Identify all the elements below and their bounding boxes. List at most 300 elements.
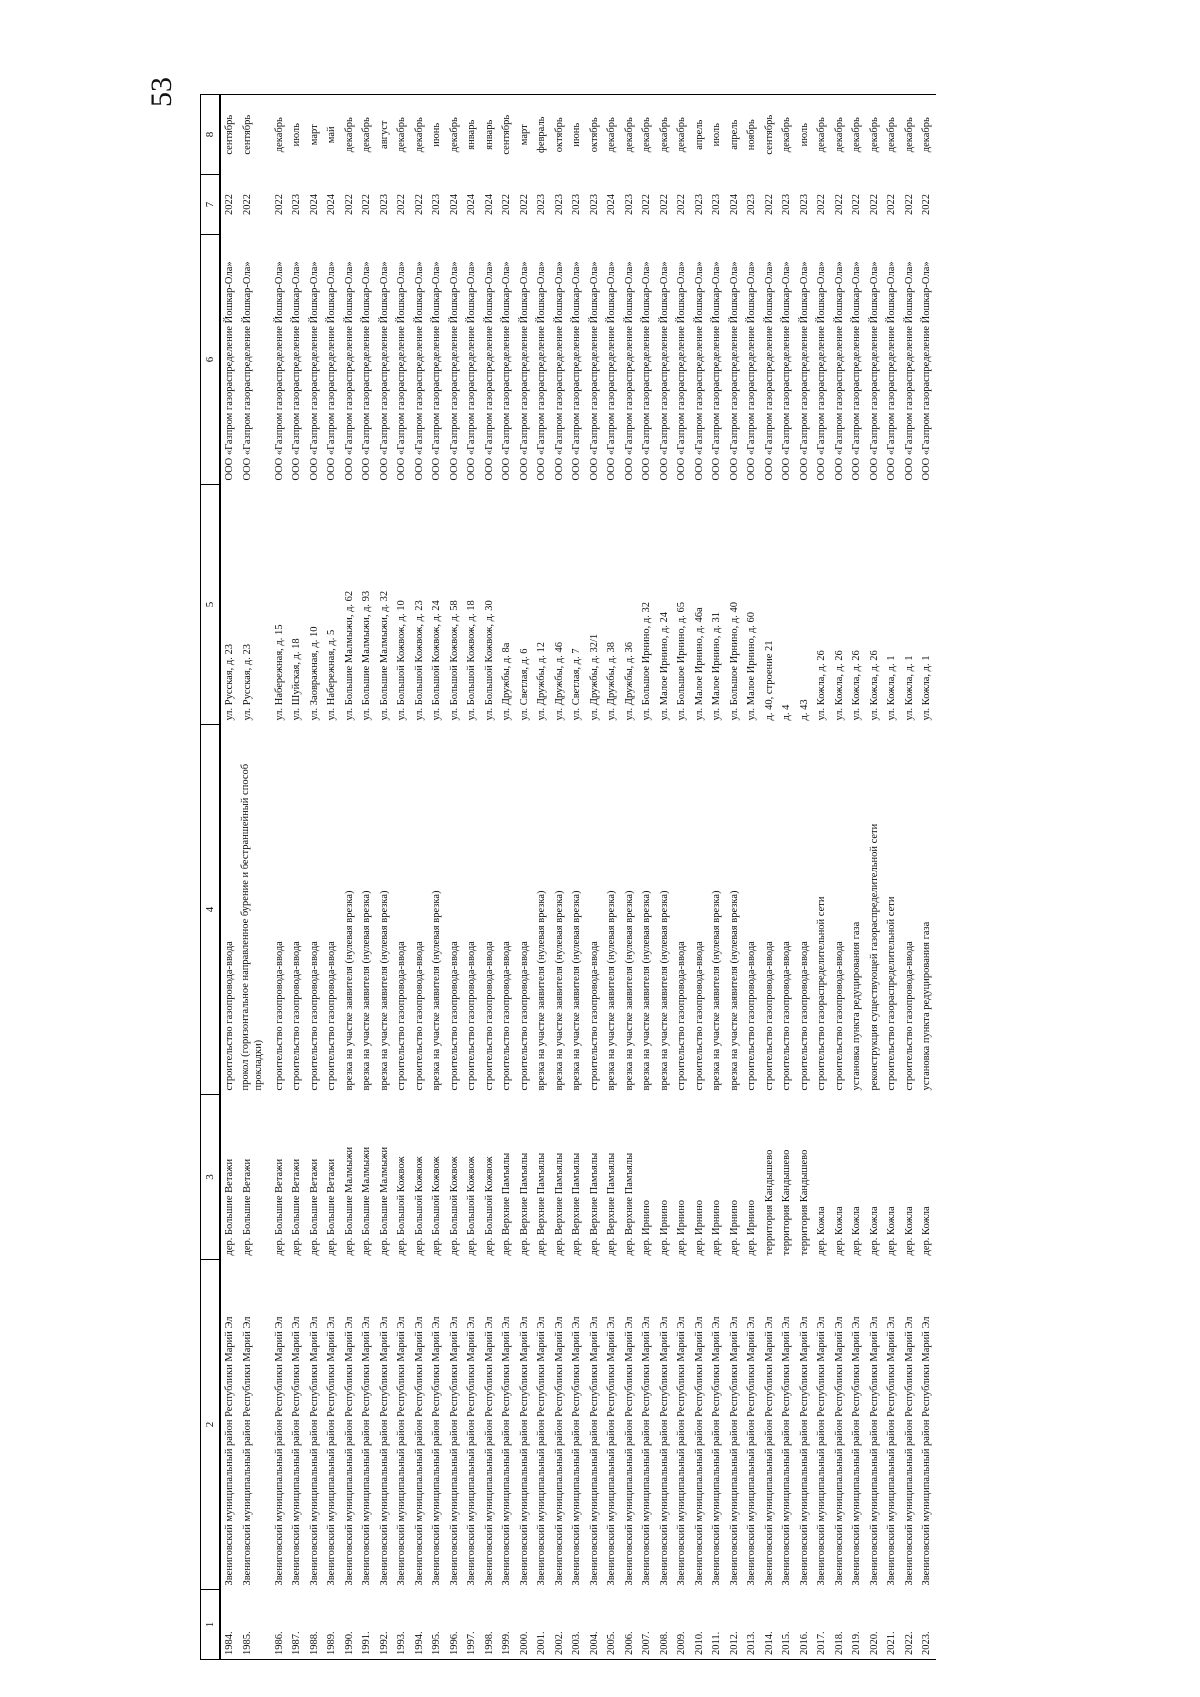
cell-row-number: 2005. (606, 1631, 617, 1655)
cell-year: 2023 (291, 194, 302, 215)
cell-organization: ООО «Газпром газораспределение Йошкар-Ола» (921, 261, 932, 481)
cell-row-number: 2013. (746, 1631, 757, 1655)
cell-month: декабрь (343, 117, 355, 153)
cell-organization: ООО «Газпром газораспределение Йошкар-Ола» (273, 261, 285, 481)
cell-row-number: 1991. (361, 1631, 372, 1655)
cell-work-type: врезка на участке заявителя (нулевая врезка) (343, 890, 355, 1091)
cell-address: ул. Кожла, д. 26 (851, 650, 862, 721)
cell-year: 2022 (343, 194, 355, 215)
header-col-1: 1 (201, 1590, 221, 1660)
table-row (551, 95, 569, 1660)
cell-organization: ООО «Газпром газораспределение Йошкар-Ола» (623, 261, 635, 481)
cell-address: ул. Дружбы, д. 46 (553, 641, 565, 721)
cell-year: 2024 (448, 194, 460, 215)
cell-district: Звениговский муниципальный район Республики Марий Эл (273, 1316, 285, 1586)
cell-row-number: 1989. (326, 1631, 337, 1655)
cell-work-type: строительство газопровода-ввода (833, 941, 845, 1091)
cell-work-type: врезка на участке заявителя (нулевая врезка) (658, 890, 670, 1091)
cell-address: ул. Дружбы, д. 8а (501, 642, 512, 721)
cell-address: ул. Светлая, д. 7 (571, 648, 582, 721)
header-col-4: 4 (201, 725, 221, 1095)
cell-organization: ООО «Газпром газораспределение Йошкар-Ола» (658, 261, 670, 481)
cell-work-type: строительство газопровода-ввода (483, 941, 495, 1091)
cell-address: ул. Большие Малмыжи, д. 93 (361, 590, 372, 721)
cell-month: март (518, 124, 530, 146)
cell-settlement: дер. Большой Кожвож (431, 1156, 442, 1256)
cell-settlement: дер. Большие Малмыжи (361, 1146, 372, 1256)
cell-address: ул. Большое Ирнино, д. 40 (728, 602, 740, 721)
cell-work-type: строительство газопровода-ввода (763, 941, 775, 1091)
table-row (813, 95, 831, 1660)
cell-district: Звениговский муниципальный район Республики Марий Эл (623, 1316, 635, 1586)
cell-address: ул. Русская, д. 23 (224, 644, 235, 721)
cell-row-number: 2002. (553, 1631, 565, 1655)
cell-year: 2024 (728, 194, 740, 215)
cell-work-type: врезка на участке заявителя (нулевая врезка) (606, 890, 617, 1091)
cell-work-type: строительство газопровода-ввода (224, 941, 235, 1091)
cell-organization: ООО «Газпром газораспределение Йошкар-Ола» (343, 261, 355, 481)
cell-settlement: дер. Большие Малмыжи (378, 1146, 390, 1256)
cell-year: 2022 (868, 194, 880, 215)
cell-row-number: 2008. (658, 1631, 670, 1655)
cell-work-type: строительство газопровода-ввода (501, 941, 512, 1091)
header-col-8: 8 (201, 95, 221, 175)
cell-district: Звениговский муниципальный район Республики Марий Эл (728, 1316, 740, 1586)
cell-address: ул. Шуйская, д. 18 (291, 638, 302, 721)
cell-settlement: дер. Верхние Памъялы (623, 1152, 635, 1256)
cell-address: ул. Большое Ирнино, д. 65 (676, 602, 687, 721)
cell-address: ул. Кожла, д. 1 (886, 655, 897, 721)
table-row (708, 95, 726, 1660)
cell-year: 2022 (413, 194, 425, 215)
cell-year: 2024 (606, 194, 617, 215)
cell-settlement: дер. Большие Ветажи (291, 1158, 302, 1256)
cell-year: 2024 (308, 194, 320, 215)
cell-row-number: 1988. (308, 1631, 320, 1655)
cell-month: декабрь (273, 117, 285, 153)
cell-settlement: дер. Большой Кожвож (413, 1156, 425, 1256)
cell-address: ул. Дружбы, д. 36 (623, 641, 635, 721)
cell-organization: ООО «Газпром газораспределение Йошкар-Ола» (816, 261, 827, 481)
cell-district: Звениговский муниципальный район Республики Марий Эл (886, 1316, 897, 1586)
cell-organization: ООО «Газпром газораспределение Йошкар-Ола» (728, 261, 740, 481)
cell-row-number: 2009. (676, 1631, 687, 1655)
cell-work-type: строительство газораспределительной сети (816, 896, 827, 1091)
cell-month: декабрь (606, 117, 617, 153)
cell-district: Звениговский муниципальный район Республики Марий Эл (868, 1316, 880, 1586)
cell-work-type: строительство газопровода-ввода (273, 941, 285, 1091)
cell-work-type: врезка на участке заявителя (нулевая врезка) (431, 890, 442, 1091)
cell-settlement: дер. Большой Кожвож (466, 1156, 477, 1256)
cell-month: апрель (693, 119, 705, 150)
cell-row-number: 2010. (693, 1631, 705, 1655)
cell-month: февраль (536, 116, 547, 153)
cell-work-type: строительство газопровода-ввода (448, 941, 460, 1091)
cell-row-number: 2021. (886, 1631, 897, 1655)
cell-year: 2023 (431, 194, 442, 215)
cell-month: июль (798, 123, 810, 147)
cell-district: Звениговский муниципальный район Республики Марий Эл (326, 1316, 337, 1586)
cell-row-number: 2019. (851, 1631, 862, 1655)
cell-district: Звениговский муниципальный район Республики Марий Эл (361, 1316, 372, 1586)
cell-settlement: дер. Ирнино (746, 1200, 757, 1256)
cell-year: 2022 (658, 194, 670, 215)
cell-row-number: 2020. (868, 1631, 880, 1655)
cell-row-number: 2015. (781, 1631, 792, 1655)
cell-row-number: 2001. (536, 1631, 547, 1655)
cell-district: Звениговский муниципальный район Республики Марий Эл (763, 1316, 775, 1586)
cell-year: 2022 (241, 194, 253, 215)
cell-work-type: строительство газопровода-ввода (798, 941, 810, 1091)
table-row (778, 95, 796, 1660)
table-row (656, 95, 674, 1660)
cell-organization: ООО «Газпром газораспределение Йошкар-Ола» (326, 261, 337, 481)
cell-work-type: строительство газопровода-ввода (746, 941, 757, 1091)
cell-organization: ООО «Газпром газораспределение Йошкар-Ола» (868, 261, 880, 481)
cell-month: декабрь (396, 117, 407, 153)
cell-settlement: дер. Большой Кожвож (483, 1156, 495, 1256)
header-col-3: 3 (201, 1095, 221, 1260)
page-number: 53 (145, 77, 178, 107)
cell-month: декабрь (641, 117, 652, 153)
cell-district: Звениговский муниципальный район Республики Марий Эл (711, 1316, 722, 1586)
cell-row-number: 2017. (816, 1631, 827, 1655)
cell-month: декабрь (781, 117, 792, 153)
header-col-7: 7 (201, 175, 221, 235)
cell-organization: ООО «Газпром газораспределение Йошкар-Ола» (361, 261, 372, 481)
table-row (481, 95, 499, 1660)
cell-address: ул. Дружбы, д. 38 (606, 641, 617, 721)
cell-month: декабрь (833, 117, 845, 153)
cell-settlement: дер. Кожла (868, 1206, 880, 1256)
cell-row-number: 1990. (343, 1631, 355, 1655)
cell-month: январь (483, 119, 495, 150)
cell-year: 2022 (273, 194, 285, 215)
cell-year: 2023 (798, 194, 810, 215)
cell-settlement: дер. Ирнино (728, 1200, 740, 1256)
header-col-5: 5 (201, 485, 221, 725)
cell-row-number: 2007. (641, 1631, 652, 1655)
table-row (831, 95, 849, 1660)
table-row (393, 95, 411, 1660)
cell-district: Звениговский муниципальный район Республики Марий Эл (588, 1316, 600, 1586)
table-row (796, 95, 814, 1660)
cell-work-type: врезка на участке заявителя (нулевая врезка) (378, 890, 390, 1091)
cell-settlement: дер. Ирнино (676, 1200, 687, 1256)
table-row (288, 95, 306, 1660)
cell-work-type: строительство газораспределительной сети (886, 896, 897, 1091)
cell-year: 2022 (851, 194, 862, 215)
cell-address: ул. Большой Кожвож, д. 30 (483, 600, 495, 721)
cell-year: 2023 (711, 194, 722, 215)
cell-row-number: 2023. (921, 1631, 932, 1655)
cell-address: ул. Большой Кожвож, д. 10 (396, 600, 407, 721)
cell-address: ул. Малое Ирнино, д. 60 (746, 611, 757, 721)
cell-organization: ООО «Газпром газораспределение Йошкар-Ола» (291, 261, 302, 481)
table-row (673, 95, 691, 1660)
cell-settlement: дер. Кожла (886, 1206, 897, 1256)
cell-work-type: строительство газопровода-ввода (413, 941, 425, 1091)
cell-organization: ООО «Газпром газораспределение Йошкар-Ола» (746, 261, 757, 481)
cell-year: 2022 (396, 194, 407, 215)
cell-row-number: 2012. (728, 1631, 740, 1655)
cell-district: Звениговский муниципальный район Республики Марий Эл (396, 1316, 407, 1586)
header-col-6: 6 (201, 235, 221, 485)
cell-address: ул. Светлая, д. 6 (518, 648, 530, 721)
cell-month: декабрь (816, 117, 827, 153)
cell-settlement: дер. Кожла (903, 1206, 915, 1256)
cell-settlement: дер. Большие Ветажи (273, 1158, 285, 1256)
cell-organization: ООО «Газпром газораспределение Йошкар-Ола» (903, 261, 915, 481)
cell-district: Звениговский муниципальный район Республики Марий Эл (448, 1316, 460, 1586)
cell-month: сентябрь (241, 114, 253, 155)
cell-address: ул. Кожла, д. 26 (868, 650, 880, 721)
cell-work-type: строительство газопровода-ввода (518, 941, 530, 1091)
cell-district: Звениговский муниципальный район Республики Марий Эл (553, 1316, 565, 1586)
cell-row-number: 2011. (711, 1631, 722, 1655)
cell-month: август (378, 120, 390, 149)
cell-row-number: 2006. (623, 1631, 635, 1655)
cell-district: Звениговский муниципальный район Республики Марий Эл (241, 1316, 253, 1586)
cell-year: 2023 (536, 194, 547, 215)
cell-year: 2022 (676, 194, 687, 215)
cell-year: 2022 (518, 194, 530, 215)
cell-work-type: прокол (горизонтальное направленное бурение и бестраншейный способ прокладки) (239, 763, 264, 1091)
cell-month: декабрь (413, 117, 425, 153)
cell-district: Звениговский муниципальный район Республики Марий Эл (693, 1316, 705, 1586)
cell-address: ул. Большие Малмыжи, д. 32 (378, 590, 390, 721)
cell-organization: ООО «Газпром газораспределение Йошкар-Ола» (833, 261, 845, 481)
table-row (603, 95, 621, 1660)
cell-organization: ООО «Газпром газораспределение Йошкар-Ола» (224, 261, 235, 481)
cell-work-type: строительство газопровода-ввода (326, 941, 337, 1091)
cell-row-number: 1999. (501, 1631, 512, 1655)
cell-settlement: дер. Большие Ветажи (308, 1158, 320, 1256)
cell-settlement: территория Кандышево (798, 1149, 810, 1256)
cell-month: декабрь (921, 117, 932, 153)
cell-district: Звениговский муниципальный район Республики Марий Эл (536, 1316, 547, 1586)
cell-row-number: 2016. (798, 1631, 810, 1655)
cell-settlement: дер. Большие Ветажи (241, 1158, 253, 1256)
cell-address: ул. Малое Ирнино, д. 24 (658, 611, 670, 721)
cell-settlement: территория Кандышево (763, 1149, 775, 1256)
cell-row-number: 2022. (903, 1631, 915, 1655)
cell-address: д. 4 (781, 704, 792, 721)
cell-month: декабрь (623, 117, 635, 153)
cell-settlement: дер. Ирнино (641, 1200, 652, 1256)
cell-month: декабрь (868, 117, 880, 153)
cell-year: 2022 (501, 194, 512, 215)
cell-year: 2022 (833, 194, 845, 215)
table-row (341, 95, 359, 1660)
cell-settlement: дер. Кожла (921, 1206, 932, 1256)
cell-month: сентябрь (763, 114, 775, 155)
cell-year: 2023 (378, 194, 390, 215)
cell-address: ул. Большое Ирнино, д. 32 (641, 602, 652, 721)
table-row (306, 95, 324, 1660)
cell-work-type: врезка на участке заявителя (нулевая врезка) (571, 890, 582, 1091)
cell-year: 2022 (763, 194, 775, 215)
cell-address: ул. Малое Ирнино, д. 46а (693, 607, 705, 721)
table-row (463, 95, 481, 1660)
cell-settlement: дер. Кожла (851, 1206, 862, 1256)
cell-settlement: дер. Ирнино (658, 1200, 670, 1256)
cell-organization: ООО «Газпром газораспределение Йошкар-Ола» (241, 261, 253, 481)
table-body (220, 95, 936, 1660)
cell-work-type: врезка на участке заявителя (нулевая врезка) (536, 890, 547, 1091)
cell-district: Звениговский муниципальный район Республики Марий Эл (676, 1316, 687, 1586)
cell-address: ул. Большой Кожвож, д. 58 (448, 600, 460, 721)
cell-year: 2022 (361, 194, 372, 215)
cell-row-number: 1994. (413, 1631, 425, 1655)
cell-row-number: 2014. (763, 1631, 775, 1655)
cell-district: Звениговский муниципальный район Республики Марий Эл (798, 1316, 810, 1586)
cell-year: 2023 (781, 194, 792, 215)
table-row (446, 95, 464, 1660)
cell-year: 2022 (903, 194, 915, 215)
cell-work-type: врезка на участке заявителя (нулевая врезка) (728, 890, 740, 1091)
cell-district: Звениговский муниципальный район Республики Марий Эл (483, 1316, 495, 1586)
table-row (428, 95, 446, 1660)
cell-year: 2023 (693, 194, 705, 215)
cell-settlement: дер. Ирнино (711, 1200, 722, 1256)
cell-organization: ООО «Газпром газораспределение Йошкар-Ола» (378, 261, 390, 481)
cell-address: ул. Дружбы, д. 32/1 (588, 633, 600, 721)
cell-address: ул. Кожла, д. 26 (833, 650, 845, 721)
cell-row-number: 2004. (588, 1631, 600, 1655)
table-row (411, 95, 429, 1660)
cell-work-type: врезка на участке заявителя (нулевая врезка) (361, 890, 372, 1091)
cell-year: 2022 (224, 194, 235, 215)
cell-address: ул. Большой Кожвож, д. 24 (431, 600, 442, 721)
cell-address: ул. Кожла, д. 1 (921, 655, 932, 721)
cell-organization: ООО «Газпром газораспределение Йошкар-Ола» (798, 261, 810, 481)
cell-month: июнь (571, 122, 582, 147)
cell-organization: ООО «Газпром газораспределение Йошкар-Ола» (501, 261, 512, 481)
cell-month: декабрь (676, 117, 687, 153)
table-row (743, 95, 761, 1660)
cell-year: 2023 (588, 194, 600, 215)
cell-month: июль (711, 123, 722, 147)
cell-work-type: врезка на участке заявителя (нулевая врезка) (641, 890, 652, 1091)
cell-organization: ООО «Газпром газораспределение Йошкар-Ола» (536, 261, 547, 481)
cell-organization: ООО «Газпром газораспределение Йошкар-Ола» (518, 261, 530, 481)
cell-settlement: дер. Верхние Памъялы (571, 1152, 582, 1256)
cell-settlement: дер. Верхние Памъялы (518, 1152, 530, 1256)
cell-row-number: 2003. (571, 1631, 582, 1655)
cell-work-type: реконструкция существующей газораспределительной сети (868, 823, 880, 1091)
cell-district: Звениговский муниципальный район Республики Марий Эл (851, 1316, 862, 1586)
cell-address: ул. Большой Кожвож, д. 18 (466, 600, 477, 721)
table-row (516, 95, 534, 1660)
cell-settlement: дер. Большой Кожвож (448, 1156, 460, 1256)
cell-organization: ООО «Газпром газораспределение Йошкар-Ола» (781, 261, 792, 481)
cell-organization: ООО «Газпром газораспределение Йошкар-Ола» (431, 261, 442, 481)
cell-district: Звениговский муниципальный район Республики Марий Эл (431, 1316, 442, 1586)
cell-district: Звениговский муниципальный район Республики Марий Эл (781, 1316, 792, 1586)
cell-work-type: строительство газопровода-ввода (903, 941, 915, 1091)
cell-month: июнь (431, 122, 442, 147)
cell-row-number: 1992. (378, 1631, 390, 1655)
cell-district: Звениговский муниципальный район Республики Марий Эл (903, 1316, 915, 1586)
cell-district: Звениговский муниципальный район Республики Марий Эл (746, 1316, 757, 1586)
cell-row-number: 1993. (396, 1631, 407, 1655)
table-row (498, 95, 516, 1660)
table-row (691, 95, 709, 1660)
cell-settlement: дер. Кожла (833, 1206, 845, 1256)
table-row (848, 95, 866, 1660)
cell-year: 2023 (553, 194, 565, 215)
cell-month: декабрь (903, 117, 915, 153)
cell-settlement: дер. Ирнино (693, 1200, 705, 1256)
cell-district: Звениговский муниципальный район Республики Марий Эл (816, 1316, 827, 1586)
cell-district: Звениговский муниципальный район Республики Марий Эл (378, 1316, 390, 1586)
cell-row-number: 1997. (466, 1631, 477, 1655)
cell-year: 2024 (326, 194, 337, 215)
cell-organization: ООО «Газпром газораспределение Йошкар-Ола» (763, 261, 775, 481)
cell-year: 2023 (623, 194, 635, 215)
cell-settlement: дер. Верхние Памъялы (588, 1152, 600, 1256)
cell-work-type: врезка на участке заявителя (нулевая врезка) (553, 890, 565, 1091)
cell-row-number: 1995. (431, 1631, 442, 1655)
cell-organization: ООО «Газпром газораспределение Йошкар-Ола» (693, 261, 705, 481)
gasification-schedule-table (200, 94, 936, 1660)
cell-district: Звениговский муниципальный район Республики Марий Эл (833, 1316, 845, 1586)
cell-address: ул. Кожла, д. 26 (816, 650, 827, 721)
table-row (883, 95, 901, 1660)
cell-district: Звениговский муниципальный район Республики Марий Эл (224, 1316, 235, 1586)
cell-settlement: дер. Большие Ветажи (326, 1158, 337, 1256)
cell-organization: ООО «Газпром газораспределение Йошкар-Ола» (711, 261, 722, 481)
cell-year: 2023 (571, 194, 582, 215)
table-row (638, 95, 656, 1660)
cell-row-number: 1984. (224, 1631, 235, 1655)
table-row (271, 95, 289, 1660)
cell-row-number: 1985. (241, 1631, 253, 1655)
cell-organization: ООО «Газпром газораспределение Йошкар-Ола» (448, 261, 460, 481)
cell-organization: ООО «Газпром газораспределение Йошкар-Ола» (483, 261, 495, 481)
table-row (901, 95, 919, 1660)
cell-district: Звениговский муниципальный район Республики Марий Эл (466, 1316, 477, 1586)
cell-work-type: установка пункта редуцирования газа (851, 921, 862, 1091)
cell-address: ул. Русская, д. 23 (241, 644, 253, 721)
table-row (220, 95, 239, 1660)
cell-address: ул. Дружбы, д. 12 (536, 641, 547, 721)
table-header-row (201, 95, 221, 1660)
cell-settlement: дер. Верхние Памъялы (536, 1152, 547, 1256)
cell-row-number: 1986. (273, 1631, 285, 1655)
cell-year: 2024 (466, 194, 477, 215)
cell-organization: ООО «Газпром газораспределение Йошкар-Ола» (676, 261, 687, 481)
cell-settlement: дер. Верхние Памъялы (501, 1152, 512, 1256)
cell-district: Звениговский муниципальный район Республики Марий Эл (571, 1316, 582, 1586)
table-row (726, 95, 744, 1660)
cell-organization: ООО «Газпром газораспределение Йошкар-Ола» (466, 261, 477, 481)
cell-organization: ООО «Газпром газораспределение Йошкар-Ола» (571, 261, 582, 481)
cell-organization: ООО «Газпром газораспределение Йошкар-Ола» (553, 261, 565, 481)
cell-month: ноябрь (746, 119, 757, 151)
cell-work-type: врезка на участке заявителя (нулевая врезка) (623, 890, 635, 1091)
cell-address: ул. Большие Малмыжи, д. 62 (343, 590, 355, 721)
cell-district: Звениговский муниципальный район Республики Марий Эл (308, 1316, 320, 1586)
cell-organization: ООО «Газпром газораспределение Йошкар-Ола» (641, 261, 652, 481)
cell-district: Звениговский муниципальный район Республики Марий Эл (343, 1316, 355, 1586)
cell-year: 2023 (746, 194, 757, 215)
cell-organization: ООО «Газпром газораспределение Йошкар-Ола» (308, 261, 320, 481)
cell-work-type: строительство газопровода-ввода (781, 941, 792, 1091)
cell-month: июль (291, 123, 302, 147)
cell-year: 2022 (886, 194, 897, 215)
